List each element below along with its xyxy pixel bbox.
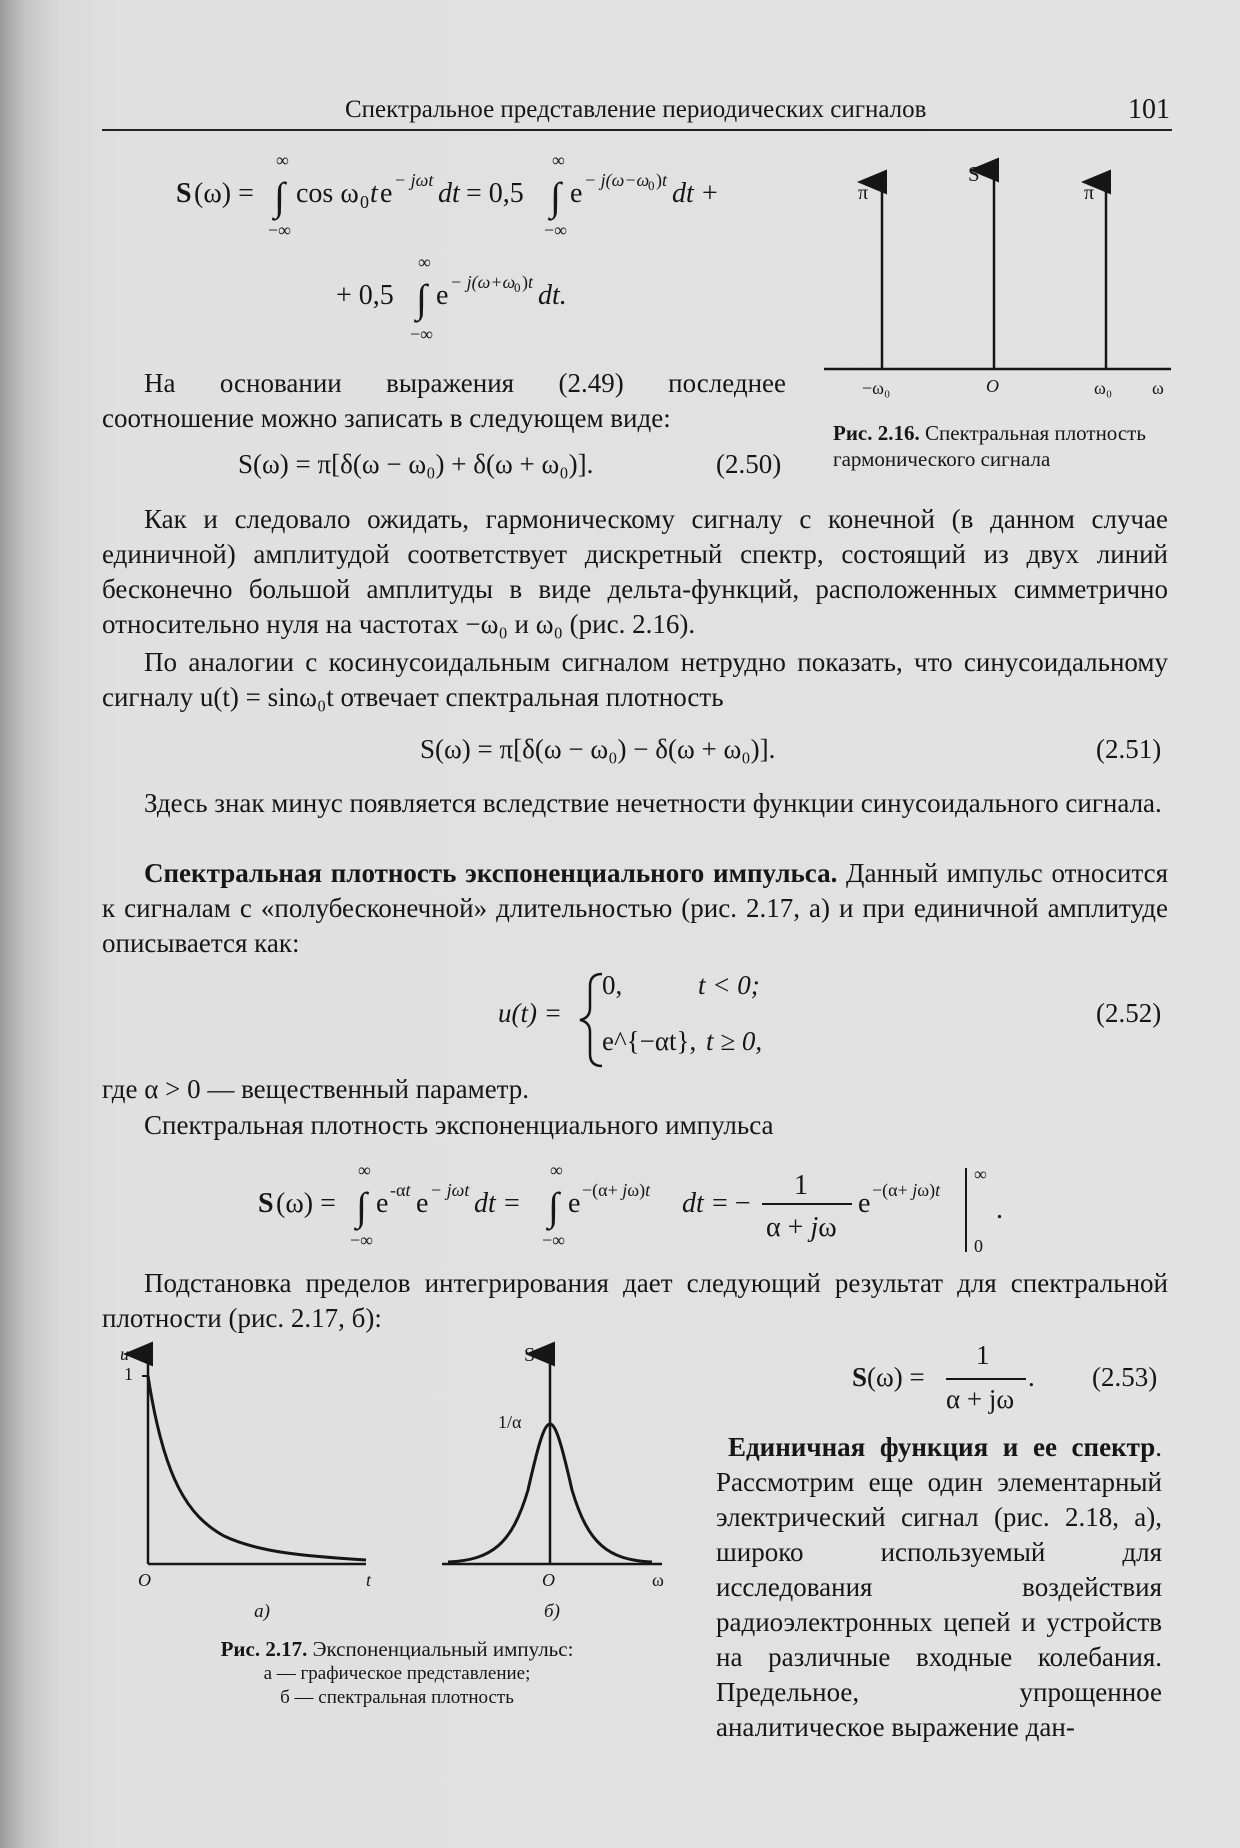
svg-text:S: S xyxy=(258,1188,274,1219)
svg-text:∞: ∞ xyxy=(552,150,565,170)
svg-text:∫: ∫ xyxy=(356,1184,367,1229)
svg-text:− jωt: − jωt xyxy=(430,1180,470,1200)
svg-text:)t: )t xyxy=(522,272,534,292)
svg-text:0: 0 xyxy=(514,280,521,295)
svg-text:−∞: −∞ xyxy=(268,220,291,240)
fig217b-peak: 1/α xyxy=(498,1412,522,1432)
fig216-caption xyxy=(833,420,1171,472)
eq253-lhs: S(ω) = xyxy=(852,1362,925,1392)
running-header-title: Спектральное представление периодических сигналов xyxy=(345,96,927,123)
eq252-case1-cond: t < 0; xyxy=(698,970,760,1000)
svg-text:e: e xyxy=(568,1188,581,1219)
svg-text:−(α+ jω)t: −(α+ jω)t xyxy=(582,1180,651,1200)
page-number: 101 xyxy=(1128,94,1170,125)
fig217-caption-a: а — графическое представление; xyxy=(263,1663,531,1684)
fig217-caption-text: Экспоненциальный импульс: xyxy=(312,1637,574,1661)
equation-2-50: S(ω) = π[δ(ω − ω₀) + δ(ω + ω₀)]. xyxy=(238,449,594,479)
fig217a-y-tick: 1 xyxy=(124,1364,133,1384)
fig216-caption-text: Спектральная плотность гармонического сигнала xyxy=(833,421,1146,471)
svg-text:0: 0 xyxy=(974,1236,983,1256)
paragraph-5-text: Данный импульс относится к сигналам с «полубесконечной» длительностью (рис. 2.17, а) и при единичной амплитуде описывается как: xyxy=(102,858,1168,958)
figure-2-17-plots xyxy=(102,1340,692,1600)
eq252-case1-value: 0, xyxy=(602,970,623,1000)
svg-text:cos ω: cos ω xyxy=(296,178,359,209)
svg-text:e: e xyxy=(570,178,583,209)
eq253-dot: . xyxy=(1028,1362,1035,1392)
svg-text:+ 0,5: + 0,5 xyxy=(336,280,394,311)
fig216-tick-neg-omega0: −ω₀ xyxy=(862,378,891,398)
svg-text:α + jω: α + jω xyxy=(766,1212,837,1243)
equation-2-52-number: (2.52) xyxy=(1096,998,1162,1028)
section-heading-unit-function: Единичная функция и ее спектр xyxy=(728,1432,1156,1462)
fig217-caption-number: Рис. 2.17. xyxy=(220,1637,308,1661)
paragraph-1: На основании выражения (2.49) последнее соотношение можно записать в следующем виде: xyxy=(102,368,786,433)
fig217b-y-label: S xyxy=(524,1344,536,1366)
fig217a-x-label: t xyxy=(366,1570,372,1590)
fig216-y-label: S xyxy=(968,162,980,186)
svg-text:∞: ∞ xyxy=(550,1160,563,1180)
fig216-caption-number: Рис. 2.16. xyxy=(833,421,920,445)
paragraph-9-text: . Рассмотрим еще один элементарный электрический сигнал (рис. 2.18, а), широко используемый для исследования воздействия радиоэлектронных цепей и устройств на различные входные колебания. Предельное, упрощенное аналитическое выражение дан- xyxy=(716,1432,1162,1742)
svg-text:e: e xyxy=(416,1188,429,1219)
fig217-sub-b: б) xyxy=(544,1601,560,1622)
svg-text:(ω) =: (ω) = xyxy=(194,178,254,209)
formula-top-line2 xyxy=(336,252,616,348)
fig217b-origin: O xyxy=(542,1570,555,1590)
svg-text:−(α+ jω)t: −(α+ jω)t xyxy=(872,1180,941,1200)
section-heading-exponential: Спектральная плотность экспоненциального импульса. xyxy=(144,858,838,888)
svg-text:∫: ∫ xyxy=(550,174,561,219)
svg-text:dt: dt xyxy=(438,178,460,209)
svg-text:∞: ∞ xyxy=(276,150,289,170)
eq253-fraction-bar xyxy=(946,1378,1026,1380)
paragraph-4: Здесь знак минус появляется вследствие нечетности функции синусоидального сигнала. xyxy=(144,788,1162,818)
eq253-lhs-rest: (ω) = xyxy=(867,1362,925,1392)
equation-2-50-number: (2.50) xyxy=(716,449,782,479)
fig216-peak-left: π xyxy=(858,182,869,204)
fig217b-x-label: ω xyxy=(652,1570,664,1590)
svg-text:− j(ω−ω: − j(ω−ω xyxy=(584,170,650,190)
svg-text:0: 0 xyxy=(360,192,369,212)
formula-top-line2-render xyxy=(336,252,616,358)
eq252-case2-value: e^{−αt}, xyxy=(602,1026,697,1056)
equation-2-52 xyxy=(480,966,1180,1066)
svg-text:−∞: −∞ xyxy=(544,220,567,240)
header-rule xyxy=(102,129,1172,131)
svg-text:e: e xyxy=(376,1188,389,1219)
fig216-x-label: ω xyxy=(1152,378,1164,398)
svg-text:S: S xyxy=(176,178,192,209)
svg-text:∞: ∞ xyxy=(974,1164,987,1184)
fig217-caption-b: б — спектральная плотность xyxy=(280,1687,514,1708)
svg-text:−∞: −∞ xyxy=(542,1230,565,1250)
svg-text:−∞: −∞ xyxy=(350,1230,373,1250)
svg-text:t: t xyxy=(370,178,378,209)
paragraph-8: Подстановка пределов интегрирования дает следующий результат для спектральной плотности (рис. 2.17, б): xyxy=(102,1268,1168,1333)
svg-text:.: . xyxy=(996,1194,1003,1225)
figure-2-16-plot xyxy=(816,156,1176,406)
svg-text:∞: ∞ xyxy=(418,252,431,272)
figure-2-17 xyxy=(102,1340,692,1720)
fig217a-y-label: u xyxy=(120,1344,129,1364)
svg-text:∫: ∫ xyxy=(416,276,427,321)
svg-text:1: 1 xyxy=(794,1170,808,1201)
fig217a-origin: O xyxy=(138,1570,151,1590)
paragraph-5 xyxy=(102,856,1168,961)
svg-text:∞: ∞ xyxy=(358,1160,371,1180)
svg-text:e: e xyxy=(436,280,449,311)
formula-top-line1-render xyxy=(172,150,772,250)
paragraph-3: По аналогии с косинусоидальным сигналом нетрудно показать, что синусоидальному сигналу u(t) = sinω₀t отвечает спектральная плотность xyxy=(102,647,1168,712)
fig217-sub-a: а) xyxy=(254,1601,270,1622)
paragraph-7: Спектральная плотность экспоненциального импульса xyxy=(144,1110,774,1140)
fig216-peak-right: π xyxy=(1084,182,1095,204)
svg-text:dt: dt xyxy=(682,1188,704,1219)
svg-text:dt: dt xyxy=(474,1188,496,1219)
equation-2-51-number: (2.51) xyxy=(1096,734,1162,764)
equation-2-51: S(ω) = π[δ(ω − ω₀) − δ(ω + ω₀)]. xyxy=(420,734,776,764)
formula-middle-render xyxy=(258,1160,1018,1260)
svg-text:e: e xyxy=(858,1188,871,1219)
svg-text:= 0,5: = 0,5 xyxy=(466,178,524,209)
svg-text:(ω) =: (ω) = xyxy=(276,1188,336,1219)
fig216-tick-origin: O xyxy=(986,376,999,396)
svg-text:e: e xyxy=(380,178,393,209)
eq252-lhs: u(t) = xyxy=(498,998,562,1028)
svg-text:0: 0 xyxy=(648,178,655,193)
svg-text:+: + xyxy=(702,178,718,209)
svg-text:-αt: -αt xyxy=(390,1180,411,1200)
fig216-tick-omega0: ω₀ xyxy=(1094,378,1113,398)
svg-text:− jωt: − jωt xyxy=(394,170,434,190)
svg-text:)t: )t xyxy=(656,170,668,190)
fig217-caption xyxy=(162,1636,632,1662)
formula-middle xyxy=(258,1160,1018,1260)
svg-text:=: = xyxy=(504,1188,520,1219)
paragraph-9 xyxy=(716,1430,1162,1745)
svg-text:− j(ω+ω: − j(ω+ω xyxy=(450,272,516,292)
figure-2-16 xyxy=(816,156,1176,476)
svg-text:∫: ∫ xyxy=(274,174,285,219)
svg-text:dt: dt xyxy=(672,178,694,209)
paragraph-2: Как и следовало ожидать, гармоническому сигналу с конечной (в данном случае единичной) амплитудой соответствует дискретный спектр, состоящий из двух линий бесконечно большой амплитуды в виде дельта-функций, расположенных симметрично относительно нуля на частотах −ω₀ и ω₀ (рис. 2.16). xyxy=(102,504,1168,639)
equation-2-53-number: (2.53) xyxy=(1092,1362,1158,1392)
eq253-numerator: 1 xyxy=(976,1340,990,1370)
svg-text:∫: ∫ xyxy=(548,1184,559,1229)
eq252-case2-cond: t ≥ 0, xyxy=(706,1026,763,1056)
eq253-denominator: α + jω xyxy=(946,1384,1015,1414)
svg-text:−∞: −∞ xyxy=(410,324,433,344)
paragraph-6: где α > 0 — вещественный параметр. xyxy=(102,1074,530,1104)
svg-text:dt.: dt. xyxy=(538,280,567,311)
svg-text:= −: = − xyxy=(712,1188,751,1219)
formula-top-line1 xyxy=(172,150,772,240)
